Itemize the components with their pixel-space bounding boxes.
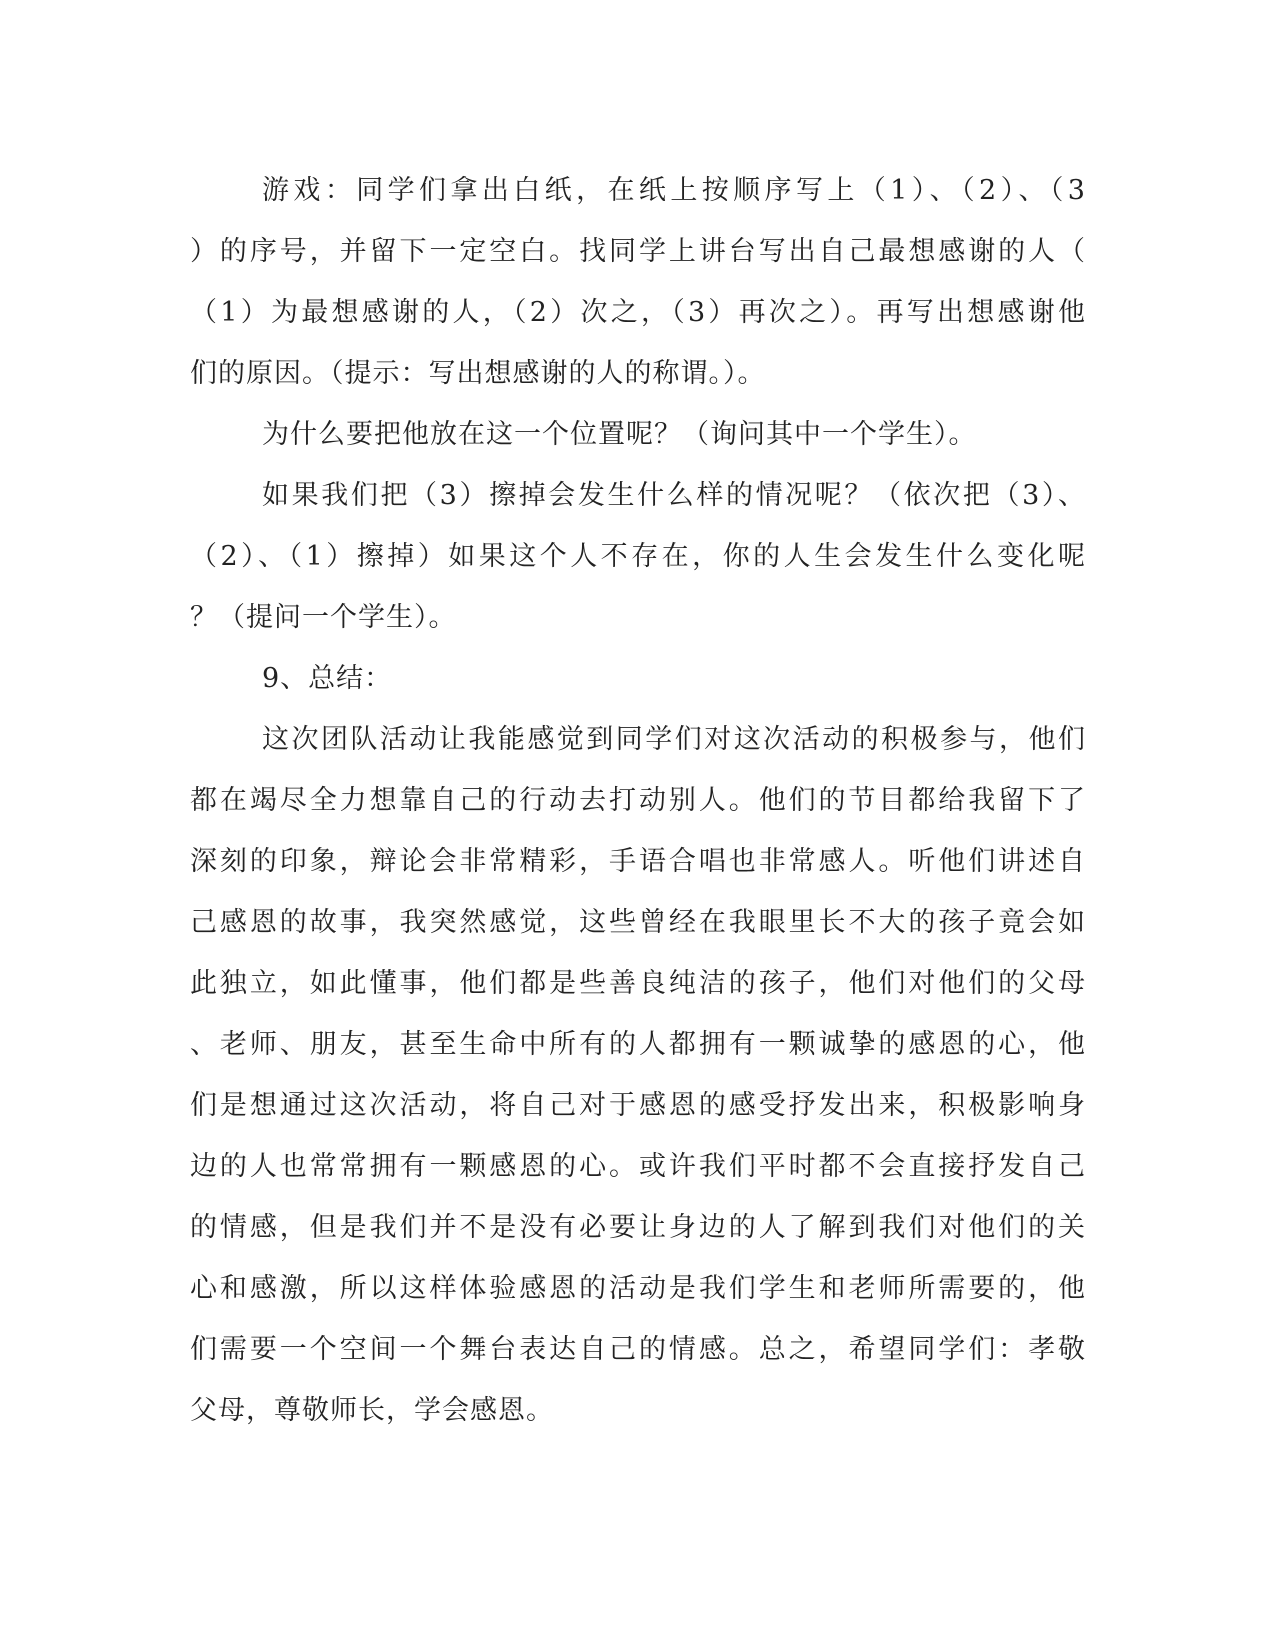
text-line: 父母，尊敬师长，学会感恩。 bbox=[190, 1395, 554, 1426]
section-heading: 9、总结： bbox=[262, 663, 393, 694]
text-line: 深刻的印象，辩论会非常精彩，手语合唱也非常感人。听他们讲述自 bbox=[190, 846, 1086, 877]
text-line: 、老师、朋友，甚至生命中所有的人都拥有一颗诚挚的感恩的心，他 bbox=[190, 1029, 1086, 1060]
text-line: ？（提问一个学生）。 bbox=[190, 602, 457, 633]
text-line: 游戏：同学们拿出白纸，在纸上按顺序写上（1）、（2）、（3 bbox=[262, 175, 1086, 206]
text-line: 们需要一个空间一个舞台表达自己的情感。总之，希望同学们：孝敬 bbox=[190, 1334, 1086, 1365]
text-line: ）的序号，并留下一定空白。找同学上讲台写出自己最想感谢的人（ bbox=[190, 236, 1086, 267]
document-body bbox=[190, 160, 1086, 1441]
text-line: 此独立，如此懂事，他们都是些善良纯洁的孩子，他们对他们的父母 bbox=[190, 968, 1086, 999]
text-line: 己感恩的故事，我突然感觉，这些曾经在我眼里长不大的孩子竟会如 bbox=[190, 907, 1086, 938]
text-line: 都在竭尽全力想靠自己的行动去打动别人。他们的节目都给我留下了 bbox=[190, 785, 1086, 816]
text-line: 这次团队活动让我能感觉到同学们对这次活动的积极参与，他们 bbox=[262, 724, 1086, 755]
text-line: 边的人也常常拥有一颗感恩的心。或许我们平时都不会直接抒发自己 bbox=[190, 1151, 1086, 1182]
text-line: 们是想通过这次活动，将自己对于感恩的感受抒发出来，积极影响身 bbox=[190, 1090, 1086, 1121]
text-line: （1）为最想感谢的人，（2）次之，（3）再次之）。再写出想感谢他 bbox=[190, 297, 1086, 328]
text-line: 们的原因。（提示：写出想感谢的人的称谓。）。 bbox=[190, 358, 766, 389]
text-line: 如果我们把（3）擦掉会发生什么样的情况呢？（依次把（3）、 bbox=[262, 480, 1086, 511]
text-line: 为什么要把他放在这一个位置呢？（询问其中一个学生）。 bbox=[262, 419, 977, 450]
text-line: 的情感，但是我们并不是没有必要让身边的人了解到我们对他们的关 bbox=[190, 1212, 1086, 1243]
text-line: 心和感激，所以这样体验感恩的活动是我们学生和老师所需要的，他 bbox=[190, 1273, 1086, 1304]
text-line: （2）、（1）擦掉）如果这个人不存在，你的人生会发生什么变化呢 bbox=[190, 541, 1086, 572]
